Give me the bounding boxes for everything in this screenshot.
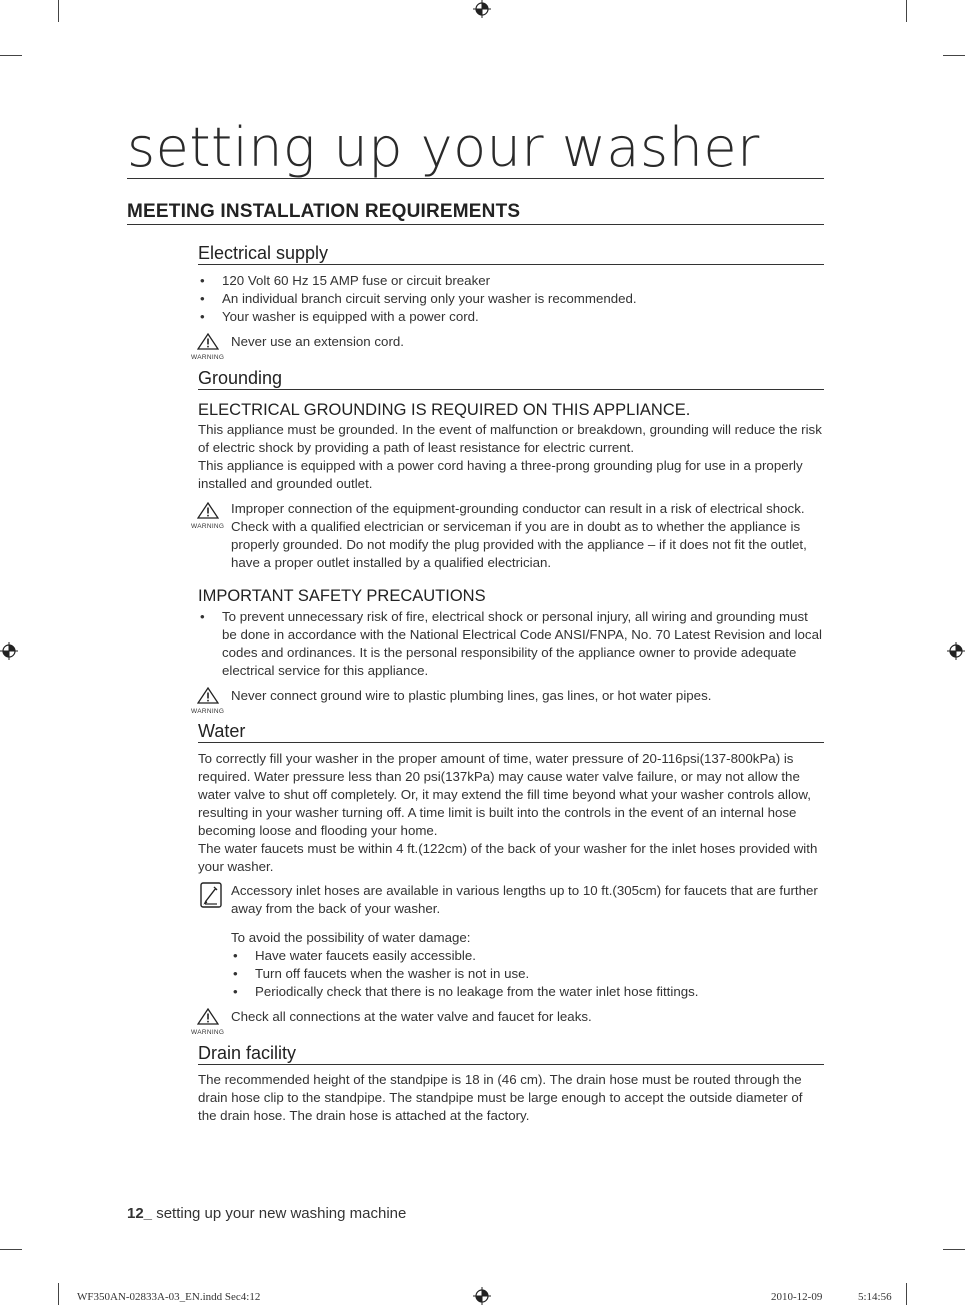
crop-mark [943, 1249, 965, 1250]
warning-text: Check all connections at the water valve and faucet for leaks. [231, 1009, 592, 1024]
crop-mark [906, 1283, 907, 1305]
warning-text: Improper connection of the equipment-grounding conductor can result in a risk of electrical shock. Check with a qualified electrician or serviceman if you are in doubt as to whether the appliance is properly grounded. Do not modify the plug provided with the appliance – if it does not fit the outlet, have a proper outlet installed by a qualified electrician. [231, 501, 807, 570]
water-text [198, 750, 824, 876]
registration-mark-icon [473, 1287, 491, 1305]
registration-mark-icon [0, 642, 18, 660]
drain-heading: Drain facility [198, 1042, 824, 1065]
drain-text: The recommended height of the standpipe is 18 in (46 cm). The drain hose must be routed through the drain hose clip to the standpipe. The standpipe must be large enough to accept the outside diameter of the drain hose. The drain hose is attached at the factory. [198, 1072, 803, 1123]
paragraph: This appliance is equipped with a power cord having a three-prong grounding plug for use in a properly installed and grounded outlet. [198, 458, 803, 491]
page-title-text: setting up your washer [127, 116, 760, 179]
grounding-heading: Grounding [198, 367, 824, 390]
warning-label: WARNING [191, 708, 225, 715]
warning-text: Never use an extension cord. [231, 334, 404, 349]
crop-mark [0, 1249, 22, 1250]
note-text: Accessory inlet hoses are available in various lengths up to 10 ft.(305cm) for faucets that are further away from the back of your washer. [231, 883, 818, 916]
page-number: 12_ [127, 1205, 153, 1222]
avoid-list [231, 947, 824, 1001]
paragraph: To correctly fill your washer in the proper amount of time, water pressure of 20-116psi(137-800kPa) is required. Water pressure less than 20 psi(137kPa) may cause water valve failure, or may not allow the water valve to shut off completely. Or, it may extend the fill time beyond what your washer controls allow, resulting in your washer turning off. A time limit is built into the controls in the event of an internal hose becoming loose and flooding your home. [198, 751, 811, 838]
list-item: • Have water faucets easily accessible. [231, 947, 824, 965]
warning-block [191, 333, 824, 361]
warning-icon [191, 333, 231, 361]
note-icon [200, 882, 222, 908]
print-date: 2010-12-09 [771, 1291, 823, 1303]
warning-label: WARNING [191, 354, 225, 361]
warning-icon [191, 1008, 231, 1036]
warning-block [191, 500, 824, 572]
registration-mark-icon [947, 642, 965, 660]
print-time: 5:14:56 [858, 1291, 892, 1303]
print-file-info: WF350AN-02833A-03_EN.indd Sec4:12 [77, 1291, 261, 1303]
page-title [127, 118, 824, 179]
electrical-supply-heading: Electrical supply [198, 242, 824, 265]
safety-heading: IMPORTANT SAFETY PRECAUTIONS [198, 587, 486, 605]
avoid-intro: To avoid the possibility of water damage: [231, 930, 471, 945]
registration-mark-icon [473, 0, 491, 18]
note-block [191, 882, 824, 918]
list-item: • 120 Volt 60 Hz 15 AMP fuse or circuit breaker [198, 272, 824, 290]
grounding-text [198, 421, 824, 493]
crop-mark [0, 55, 22, 56]
footer-text: setting up your new washing machine [152, 1205, 407, 1222]
page-footer [127, 1205, 406, 1222]
section-title: MEETING INSTALLATION REQUIREMENTS [127, 201, 824, 225]
warning-text: Never connect ground wire to plastic plumbing lines, gas lines, or hot water pipes. [231, 688, 712, 703]
crop-mark [58, 0, 59, 22]
warning-label: WARNING [191, 1029, 225, 1036]
list-item: • Turn off faucets when the washer is not in use. [231, 965, 824, 983]
crop-mark [906, 0, 907, 22]
warning-block [191, 1008, 824, 1036]
list-item: • To prevent unnecessary risk of fire, electrical shock or personal injury, all wiring and grounding must be done in accordance with the National Electrical Code ANSI/FNPA, No. 70 Latest Revision and local codes and ordinances. It is the personal responsibility of the appliance owner to provide adequate electrical service for this appliance. [198, 608, 824, 680]
warning-icon [191, 502, 231, 530]
list-item: • An individual branch circuit serving only your washer is recommended. [198, 290, 824, 308]
warning-block [191, 687, 824, 715]
electrical-list [198, 272, 824, 326]
crop-mark [943, 55, 965, 56]
warning-icon [191, 687, 231, 715]
paragraph: This appliance must be grounded. In the event of malfunction or breakdown, grounding will reduce the risk of electric shock by providing a path of least resistance for electric current. [198, 422, 822, 455]
water-heading: Water [198, 720, 824, 743]
safety-list [198, 608, 824, 680]
list-item: • Your washer is equipped with a power cord. [198, 308, 824, 326]
paragraph: The water faucets must be within 4 ft.(122cm) of the back of your washer for the inlet hoses provided with your washer. [198, 841, 818, 874]
list-item: • Periodically check that there is no leakage from the water inlet hose fittings. [231, 983, 824, 1001]
warning-label: WARNING [191, 523, 225, 530]
crop-mark [58, 1283, 59, 1305]
grounding-required-heading: ELECTRICAL GROUNDING IS REQUIRED ON THIS APPLIANCE. [198, 401, 691, 419]
